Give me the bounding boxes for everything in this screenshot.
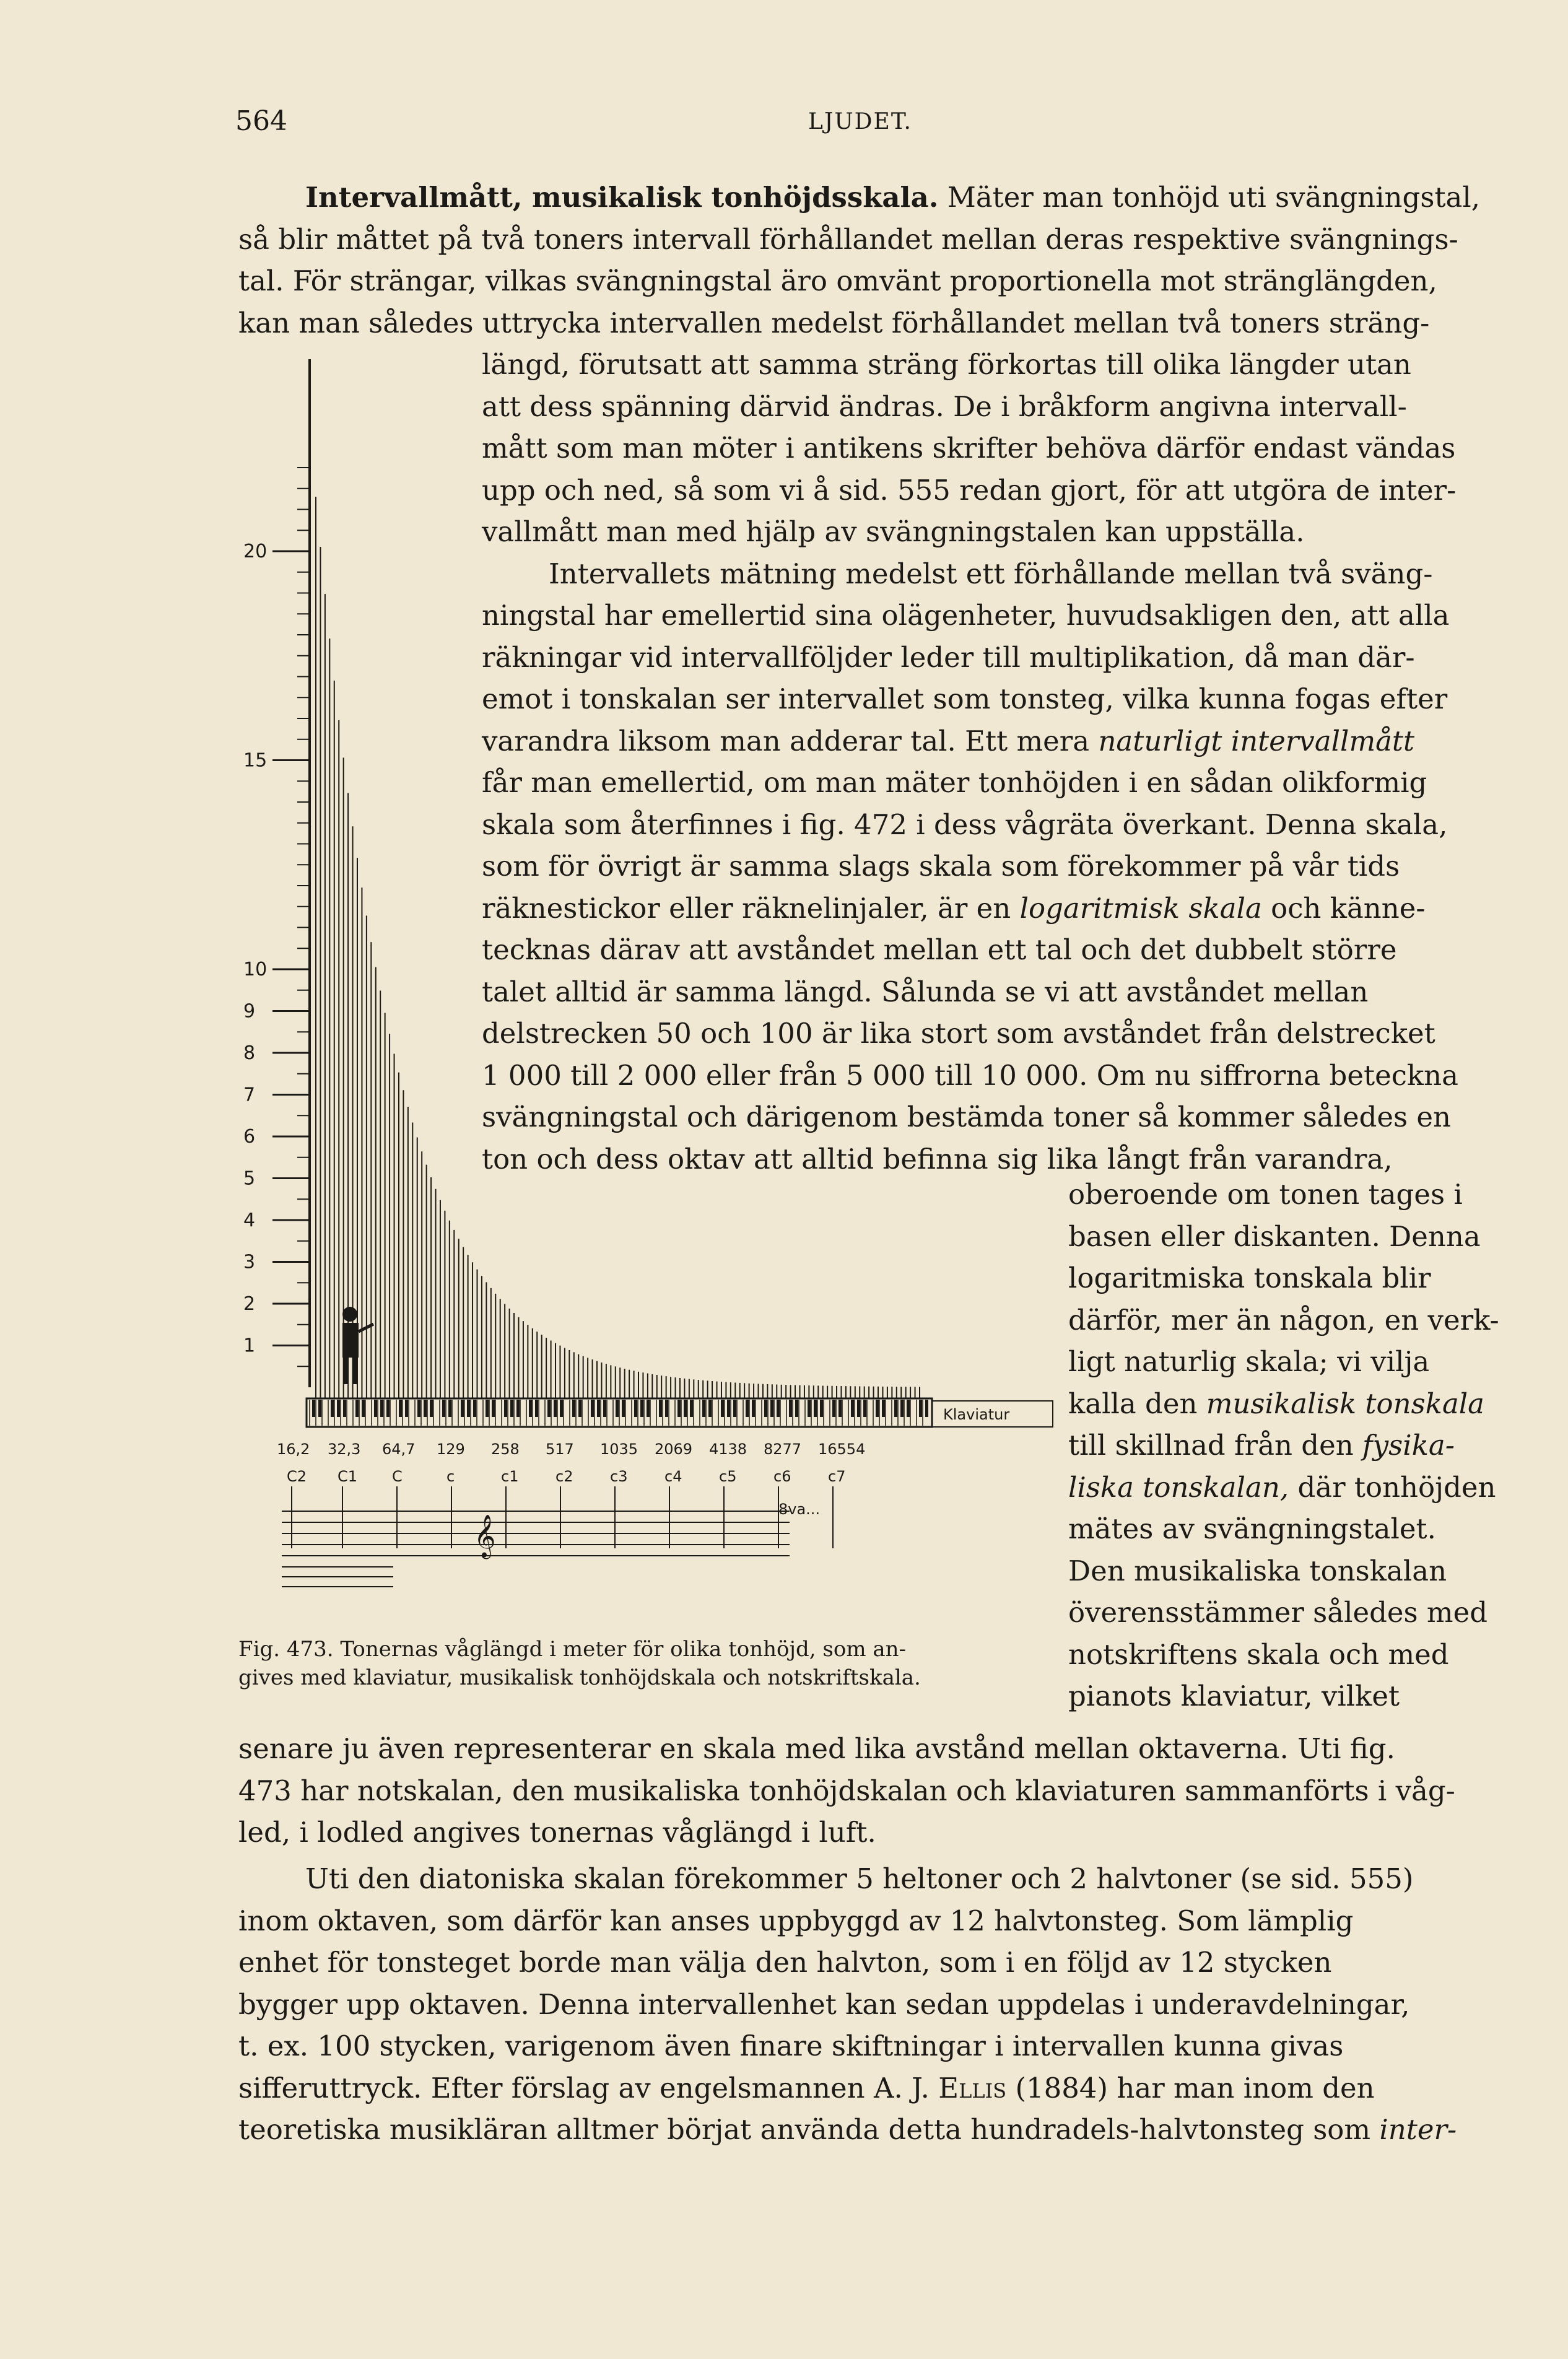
emphasis-fysika: fysika- <box>1362 1429 1455 1462</box>
page-number: 564 <box>235 105 287 137</box>
klaviatur-black-key <box>486 1400 489 1417</box>
y-axis-tick-label: 4 <box>243 1210 256 1231</box>
y-axis-tick-label: 15 <box>243 749 268 772</box>
klaviatur-black-key <box>622 1400 625 1417</box>
text-line: ningstal har emellertid sina olägenheter, huvudsakligen den, att alla <box>482 599 1450 632</box>
klaviatur-black-key <box>925 1400 928 1417</box>
text-line: oberoende om tonen tages i <box>1068 1178 1463 1211</box>
frequency-label: 258 <box>491 1441 520 1458</box>
klaviatur-black-key <box>789 1400 792 1417</box>
figure-caption <box>238 1635 1050 1692</box>
note-label: c5 <box>719 1468 737 1485</box>
klaviatur-black-key <box>702 1400 705 1417</box>
paragraph-column-narrow <box>1068 1174 1499 1717</box>
frequency-label: 64,7 <box>382 1441 416 1458</box>
text-line: tecknas därav att avståndet mellan ett tal och det dubbelt större <box>482 933 1397 966</box>
klaviatur-black-key <box>547 1400 551 1417</box>
klaviatur-black-key <box>312 1400 315 1417</box>
text-line: 1 000 till 2 000 eller från 5 000 till 10 000. Om nu siffrorna beteckna <box>482 1058 1458 1092</box>
text-line: mått som man möter i antikens skrifter behöva därför endast vändas <box>482 432 1456 464</box>
klaviatur-keyboard <box>307 1398 932 1427</box>
y-axis-tick-label: 2 <box>243 1293 256 1315</box>
caption-line: gives med klaviatur, musikalisk tonhöjdskala och notskriftskala. <box>238 1665 921 1690</box>
klaviatur-black-key <box>374 1400 377 1417</box>
klaviatur-black-key <box>591 1400 594 1417</box>
klaviatur-black-key <box>808 1400 811 1417</box>
emphasis-inter: inter- <box>1379 2113 1457 2146</box>
frequency-label: 16,2 <box>277 1441 310 1458</box>
klaviatur-black-key <box>578 1400 581 1417</box>
y-axis-tick-label: 7 <box>243 1084 256 1106</box>
y-axis-tick-label: 8 <box>243 1042 256 1064</box>
klaviatur-black-key <box>603 1400 606 1417</box>
note-label: C <box>392 1468 403 1485</box>
klaviatur-black-key <box>492 1400 495 1417</box>
klaviatur-black-key <box>820 1400 823 1417</box>
text-line: överensstämmer således med <box>1068 1596 1488 1629</box>
text-line: som för övrigt är samma slags skala som förekommer på vår tids <box>482 850 1400 883</box>
klaviatur-black-key <box>708 1400 712 1417</box>
klaviatur-black-key <box>665 1400 668 1417</box>
klaviatur-black-key <box>838 1400 842 1417</box>
text-line: så blir måttet på två toners intervall förhållandet mellan deras respektive svängnings- <box>238 222 1458 256</box>
text-line: svängningstal och därigenom bestämda toner så kommer således en <box>482 1101 1452 1133</box>
klaviatur-black-key <box>919 1400 922 1417</box>
text-line: räkningar vid intervallföljder leder till multiplikation, då man där- <box>482 640 1415 674</box>
klaviatur-black-key <box>405 1400 408 1417</box>
klaviatur-black-key <box>746 1400 749 1417</box>
klaviatur-black-key <box>442 1400 445 1417</box>
klaviatur-black-key <box>597 1400 600 1417</box>
wavelength-bars <box>316 497 920 1398</box>
text-line: talet alltid är samma längd. Sålunda se vi att avståndet mellan <box>482 975 1369 1008</box>
text-line: ligt naturlig skala; vi vilja <box>1068 1345 1430 1378</box>
text-line: logaritmiska tonskala blir <box>1068 1262 1431 1294</box>
klaviatur-black-key <box>900 1400 904 1417</box>
figure-473 <box>232 334 1087 1623</box>
frequency-label: 129 <box>437 1441 465 1458</box>
note-label: C2 <box>287 1468 307 1485</box>
frequency-label: 517 <box>546 1441 574 1458</box>
klaviatur-black-key <box>616 1400 619 1417</box>
klaviatur-label-box <box>932 1401 1053 1427</box>
y-axis-tick-label: 10 <box>243 959 268 980</box>
text-line: teoretiska musikläran alltmer börjat använda detta hundradels-halvtonsteg som inter- <box>238 2113 1457 2146</box>
text-line: vallmått man med hjälp av svängningstalen kan uppställa. <box>482 515 1305 548</box>
paragraph-continuation <box>238 1728 1496 1854</box>
klaviatur-black-key <box>634 1400 637 1417</box>
klaviatur-black-key <box>770 1400 773 1417</box>
klaviatur-black-key <box>318 1400 321 1417</box>
klaviatur-black-key <box>851 1400 854 1417</box>
text-line: enhet för tonsteget borde man välja den halvton, som i en följd av 12 stycken <box>238 1946 1332 1979</box>
text-line: mätes av svängningstalet. <box>1068 1512 1436 1545</box>
section-heading: Intervallmått, musikalisk tonhöjdsskala. <box>305 181 939 214</box>
text-line: inom oktaven, som därför kan anses uppbyggd av 12 halvtonsteg. Som lämplig <box>238 1904 1354 1937</box>
frequency-label: 2069 <box>655 1441 693 1458</box>
klaviatur-black-key <box>467 1400 470 1417</box>
klaviatur-black-key <box>832 1400 835 1417</box>
text-line: sifferuttryck. Efter förslag av engelsmannen A. J. Ellis (1884) har man inom den <box>238 2071 1375 2104</box>
frequency-label: 16554 <box>818 1441 866 1458</box>
text-line: får man emellertid, om man mäter tonhöjden i en sådan olikformig <box>482 766 1427 799</box>
frequency-label: 32,3 <box>328 1441 361 1458</box>
paragraph-intervallmatt <box>238 177 1496 344</box>
text-line: basen eller diskanten. Denna <box>1068 1219 1481 1253</box>
note-label: c4 <box>664 1468 682 1485</box>
frequency-label: 8277 <box>764 1441 802 1458</box>
klaviatur-black-key <box>473 1400 476 1417</box>
klaviatur-black-key <box>690 1400 693 1417</box>
text-line: Den musikaliska tonskalan <box>1068 1554 1447 1587</box>
frequency-labels <box>277 1441 865 1458</box>
text-line: Uti den diatoniska skalan förekommer 5 heltoner och 2 halvtoner (se sid. 555) <box>305 1862 1414 1895</box>
klaviatur-black-key <box>727 1400 730 1417</box>
text-line: skala som återfinnes i fig. 472 i dess vågräta överkant. Denna skala, <box>482 808 1448 841</box>
klaviatur-black-key <box>331 1400 334 1417</box>
text-line: därför, mer än någon, en verk- <box>1068 1303 1499 1336</box>
text-line: liska tonskalan, där tonhöjden <box>1068 1470 1496 1504</box>
text-line: ton och dess oktav att alltid befinna sig lika långt från varandra, <box>482 1142 1393 1175</box>
text-line: till skillnad från den fysika- <box>1068 1429 1455 1462</box>
klaviatur-black-key <box>362 1400 365 1417</box>
text-line: tal. För strängar, vilkas svängningstal äro omvänt proportionella mot stränglängden, <box>238 264 1437 297</box>
klaviatur-black-key <box>424 1400 427 1417</box>
text-line: Intervallmått, musikalisk tonhöjdsskala. Mäter man tonhöjd uti svängningstal, <box>305 181 1481 214</box>
klaviatur-black-key <box>647 1400 650 1417</box>
klaviatur-black-key <box>560 1400 563 1417</box>
klaviatur-black-key <box>907 1400 910 1417</box>
klaviatur-black-key <box>863 1400 866 1417</box>
klaviatur-black-key <box>399 1400 402 1417</box>
note-label: c7 <box>828 1468 846 1485</box>
notation-staff <box>282 1511 790 1587</box>
klaviatur-black-key <box>386 1400 390 1417</box>
figure-wavelength-diagram <box>232 334 1087 1623</box>
note-label: C1 <box>338 1468 358 1485</box>
klaviatur-black-key <box>337 1400 340 1417</box>
klaviatur-black-key <box>764 1400 767 1417</box>
text-line: emot i tonskalan ser intervallet som tonsteg, vilka kunna fogas efter <box>482 682 1448 715</box>
klaviatur-black-key <box>752 1400 755 1417</box>
klaviatur-black-key <box>417 1400 420 1417</box>
klaviatur-black-key <box>355 1400 359 1417</box>
text-line: t. ex. 100 stycken, varigenom även finare skiftningar i intervallen kunna givas <box>238 2030 1344 2062</box>
text-line: kan man således uttrycka intervallen medelst förhållandet mellan två toners sträng- <box>238 306 1430 339</box>
text-line: Intervallets mätning medelst ett förhållande mellan två sväng- <box>549 557 1433 590</box>
klaviatur-black-key <box>380 1400 383 1417</box>
emphasis-liska: liska tonskalan, <box>1068 1470 1289 1504</box>
note-label: c1 <box>501 1468 519 1485</box>
klaviatur-black-key <box>733 1400 736 1417</box>
note-label: c6 <box>773 1468 791 1485</box>
klaviatur-black-key <box>814 1400 817 1417</box>
y-axis-tick-label: 9 <box>243 1000 256 1023</box>
klaviatur-black-key <box>876 1400 879 1417</box>
paragraph-diatoniska <box>238 1858 1496 2151</box>
y-axis-tick-label: 20 <box>243 541 268 562</box>
text-line: varandra liksom man adderar tal. Ett mera naturligt intervallmått <box>482 724 1415 757</box>
klaviatur-black-key <box>857 1400 860 1417</box>
text-line: delstrecken 50 och 100 är lika stort som avståndet från delstrecket <box>482 1017 1435 1050</box>
klaviatur-black-key <box>795 1400 798 1417</box>
caption-line: Fig. 473. Tonernas våglängd i meter för olika tonhöjd, som an- <box>238 1637 907 1662</box>
klaviatur-black-key <box>721 1400 724 1417</box>
text-line: räknestickor eller räknelinjaler, är en logaritmisk skala och känne- <box>482 891 1426 925</box>
note-labels <box>287 1468 845 1548</box>
note-label: c2 <box>555 1468 573 1485</box>
text-line: 473 har notskalan, den musikaliska tonhöjdskalan och klaviaturen sammanförts i våg- <box>238 1774 1455 1807</box>
emphasis-logaritmisk: logaritmisk skala <box>1019 891 1262 925</box>
klaviatur-black-key <box>659 1400 662 1417</box>
treble-clef: 𝄞 <box>474 1514 496 1558</box>
klaviatur-black-key <box>510 1400 513 1417</box>
klaviatur-black-key <box>529 1400 532 1417</box>
klaviatur-black-key <box>516 1400 520 1417</box>
running-head: LJUDET. <box>808 109 912 134</box>
klaviatur-black-key <box>677 1400 681 1417</box>
klaviatur-black-key <box>535 1400 538 1417</box>
y-axis-tick-label: 6 <box>243 1126 256 1148</box>
klaviatur-black-key <box>894 1400 897 1417</box>
text-line: kalla den musikalisk tonskala <box>1068 1387 1485 1420</box>
klaviatur-black-key <box>640 1400 643 1417</box>
klaviatur-black-key <box>343 1400 346 1417</box>
klaviatur-black-key <box>777 1400 780 1417</box>
y-axis-tick-label: 5 <box>243 1167 256 1190</box>
frequency-label: 4138 <box>709 1441 747 1458</box>
conductor-figure <box>342 1307 373 1384</box>
text-line: led, i lodled angives tonernas våglängd i luft. <box>238 1816 876 1849</box>
klaviatur-black-key <box>882 1400 885 1417</box>
y-axis-tick-label: 3 <box>243 1251 256 1273</box>
text-line: bygger upp oktaven. Denna intervallenhet kan sedan uppdelas i underavdelningar, <box>238 1987 1410 2021</box>
page-header <box>235 105 1475 149</box>
frequency-label: 1035 <box>600 1441 638 1458</box>
y-axis-labels <box>243 541 267 1357</box>
klaviatur-black-key <box>572 1400 575 1417</box>
emphasis-musikalisk: musikalisk tonskala <box>1206 1387 1485 1420</box>
text-line: längd, förutsatt att samma sträng förkortas till olika längder utan <box>482 348 1411 381</box>
ottava-label: 8va... <box>778 1501 821 1518</box>
text-line: upp och ned, så som vi å sid. 555 redan gjort, för att utgöra de inter- <box>482 473 1457 507</box>
klaviatur-black-key <box>430 1400 433 1417</box>
note-label: c3 <box>610 1468 628 1485</box>
klaviatur-label: Klaviatur <box>943 1406 1010 1423</box>
text-line: senare ju även representerar en skala med lika avstånd mellan oktaverna. Uti fig. <box>238 1732 1395 1765</box>
text-line: pianots klaviatur, vilket <box>1068 1680 1400 1712</box>
y-axis-tick-label: 1 <box>243 1335 256 1357</box>
klaviatur-black-key <box>504 1400 507 1417</box>
klaviatur-black-key <box>448 1400 451 1417</box>
klaviatur-black-key <box>461 1400 464 1417</box>
text-line: notskriftens skala och med <box>1068 1637 1449 1671</box>
klaviatur-black-key <box>554 1400 557 1417</box>
text-line: att dess spänning därvid ändras. De i bråkform angivna intervall- <box>482 390 1407 423</box>
klaviatur-black-key <box>684 1400 687 1417</box>
note-label: c <box>446 1468 455 1485</box>
y-axis-ticks <box>272 468 310 1366</box>
emphasis-naturligt: naturligt intervallmått <box>1098 724 1415 757</box>
name-ellis: Ellis <box>938 2071 1007 2104</box>
